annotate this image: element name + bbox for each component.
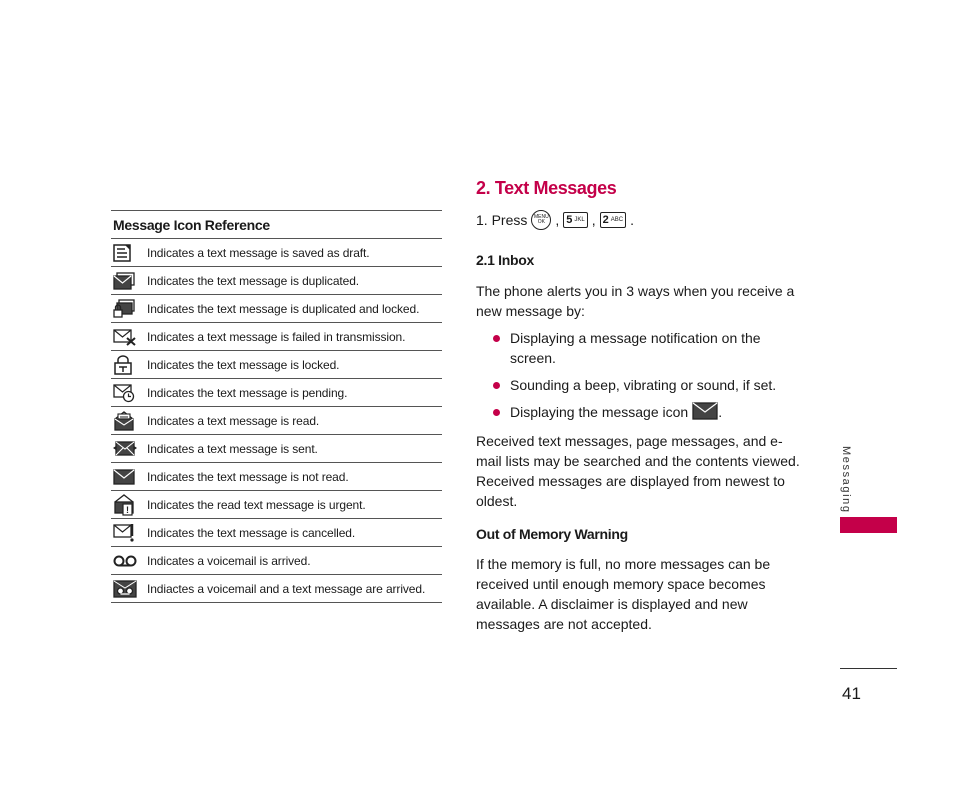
table-row [111,323,442,351]
message-icon-reference-table [111,210,442,603]
row-text: Indicates the text message is duplicated. [147,273,360,288]
list-item: Displaying a message notification on the screen. [476,328,806,368]
duplicated-locked-message-icon [111,299,147,319]
table-row [111,547,442,575]
cancelled-message-icon [111,523,147,543]
row-text: Indicates a text message is failed in transmission. [147,329,406,344]
inbox-heading: 2.1 Inbox [476,252,534,268]
list-item: Sounding a beep, vibrating or sound, if set. [476,375,806,395]
section-tab-marker [840,517,897,533]
failed-message-icon [111,328,147,346]
pending-message-icon [111,383,147,403]
received-paragraph: Received text messages, page messages, and e-mail lists may be searched and the contents viewed. Received messages are displayed from newest to oldest. [476,433,800,509]
list-item: Displaying the message icon . [476,402,806,425]
memory-heading: Out of Memory Warning [476,526,628,542]
row-text: Indicates the text message is duplicated and locked. [147,301,420,316]
table-row [111,351,442,379]
section-heading: 2. Text Messages [476,178,617,198]
row-text: Indicates the read text message is urgent. [147,497,366,512]
message-envelope-icon [692,402,718,425]
page-number: 41 [842,684,861,703]
row-text: Indicates a text message is sent. [147,441,318,456]
table-row [111,267,442,295]
bullet-icon [493,335,500,342]
row-text: Indicates a text message is read. [147,413,320,428]
voicemail-icon [111,555,147,567]
row-text: Indicates the text message is not read. [147,469,349,484]
press-step-text: 1. Press [476,212,528,228]
row-text: Indicates a text message is saved as draft. [147,245,370,260]
row-text: Indicates the text message is locked. [147,357,340,372]
duplicated-message-icon [111,272,147,290]
alert-methods-list [476,328,806,432]
table-row [111,575,442,603]
table-row [111,379,442,407]
locked-message-icon [111,355,147,375]
memory-paragraph: If the memory is full, no more messages can be received until enough memory space becomes available. A disclaimer is displayed and new messages are not accepted. [476,556,771,632]
unread-message-icon [111,468,147,486]
table-row [111,435,442,463]
read-message-icon [111,411,147,431]
table-row [111,407,442,435]
table-title: Message Icon Reference [111,210,442,239]
table-row [111,491,442,519]
row-text: Indicates the text message is pending. [147,385,348,400]
svg-text:!: ! [126,504,129,515]
separator: , [555,212,560,228]
urgent-read-message-icon [111,494,147,516]
key-5-icon: 5 JKL [563,212,587,228]
bullet-icon [493,409,500,416]
press-instruction [476,210,806,230]
menu-ok-key-icon: MENU OK [531,210,551,230]
period: . [630,212,634,228]
table-row [111,519,442,547]
table-row [111,295,442,323]
row-text: Indiactes a voicemail and a text message are arrived. [147,581,426,596]
row-text: Indicates the text message is cancelled. [147,525,356,540]
intro-paragraph: The phone alerts you in 3 ways when you receive a new message by: [476,283,795,319]
separator: , [591,212,596,228]
section-side-label: Messaging [840,446,852,514]
table-row [111,463,442,491]
row-text: Indicates a voicemail is arrived. [147,553,311,568]
key-2-icon: 2 ABC [600,212,626,228]
bullet-icon [493,382,500,389]
voicemail-and-message-icon [111,580,147,598]
page-number-rule [840,668,897,669]
table-row [111,239,442,267]
draft-message-icon [111,244,147,262]
sent-message-icon [111,440,147,458]
